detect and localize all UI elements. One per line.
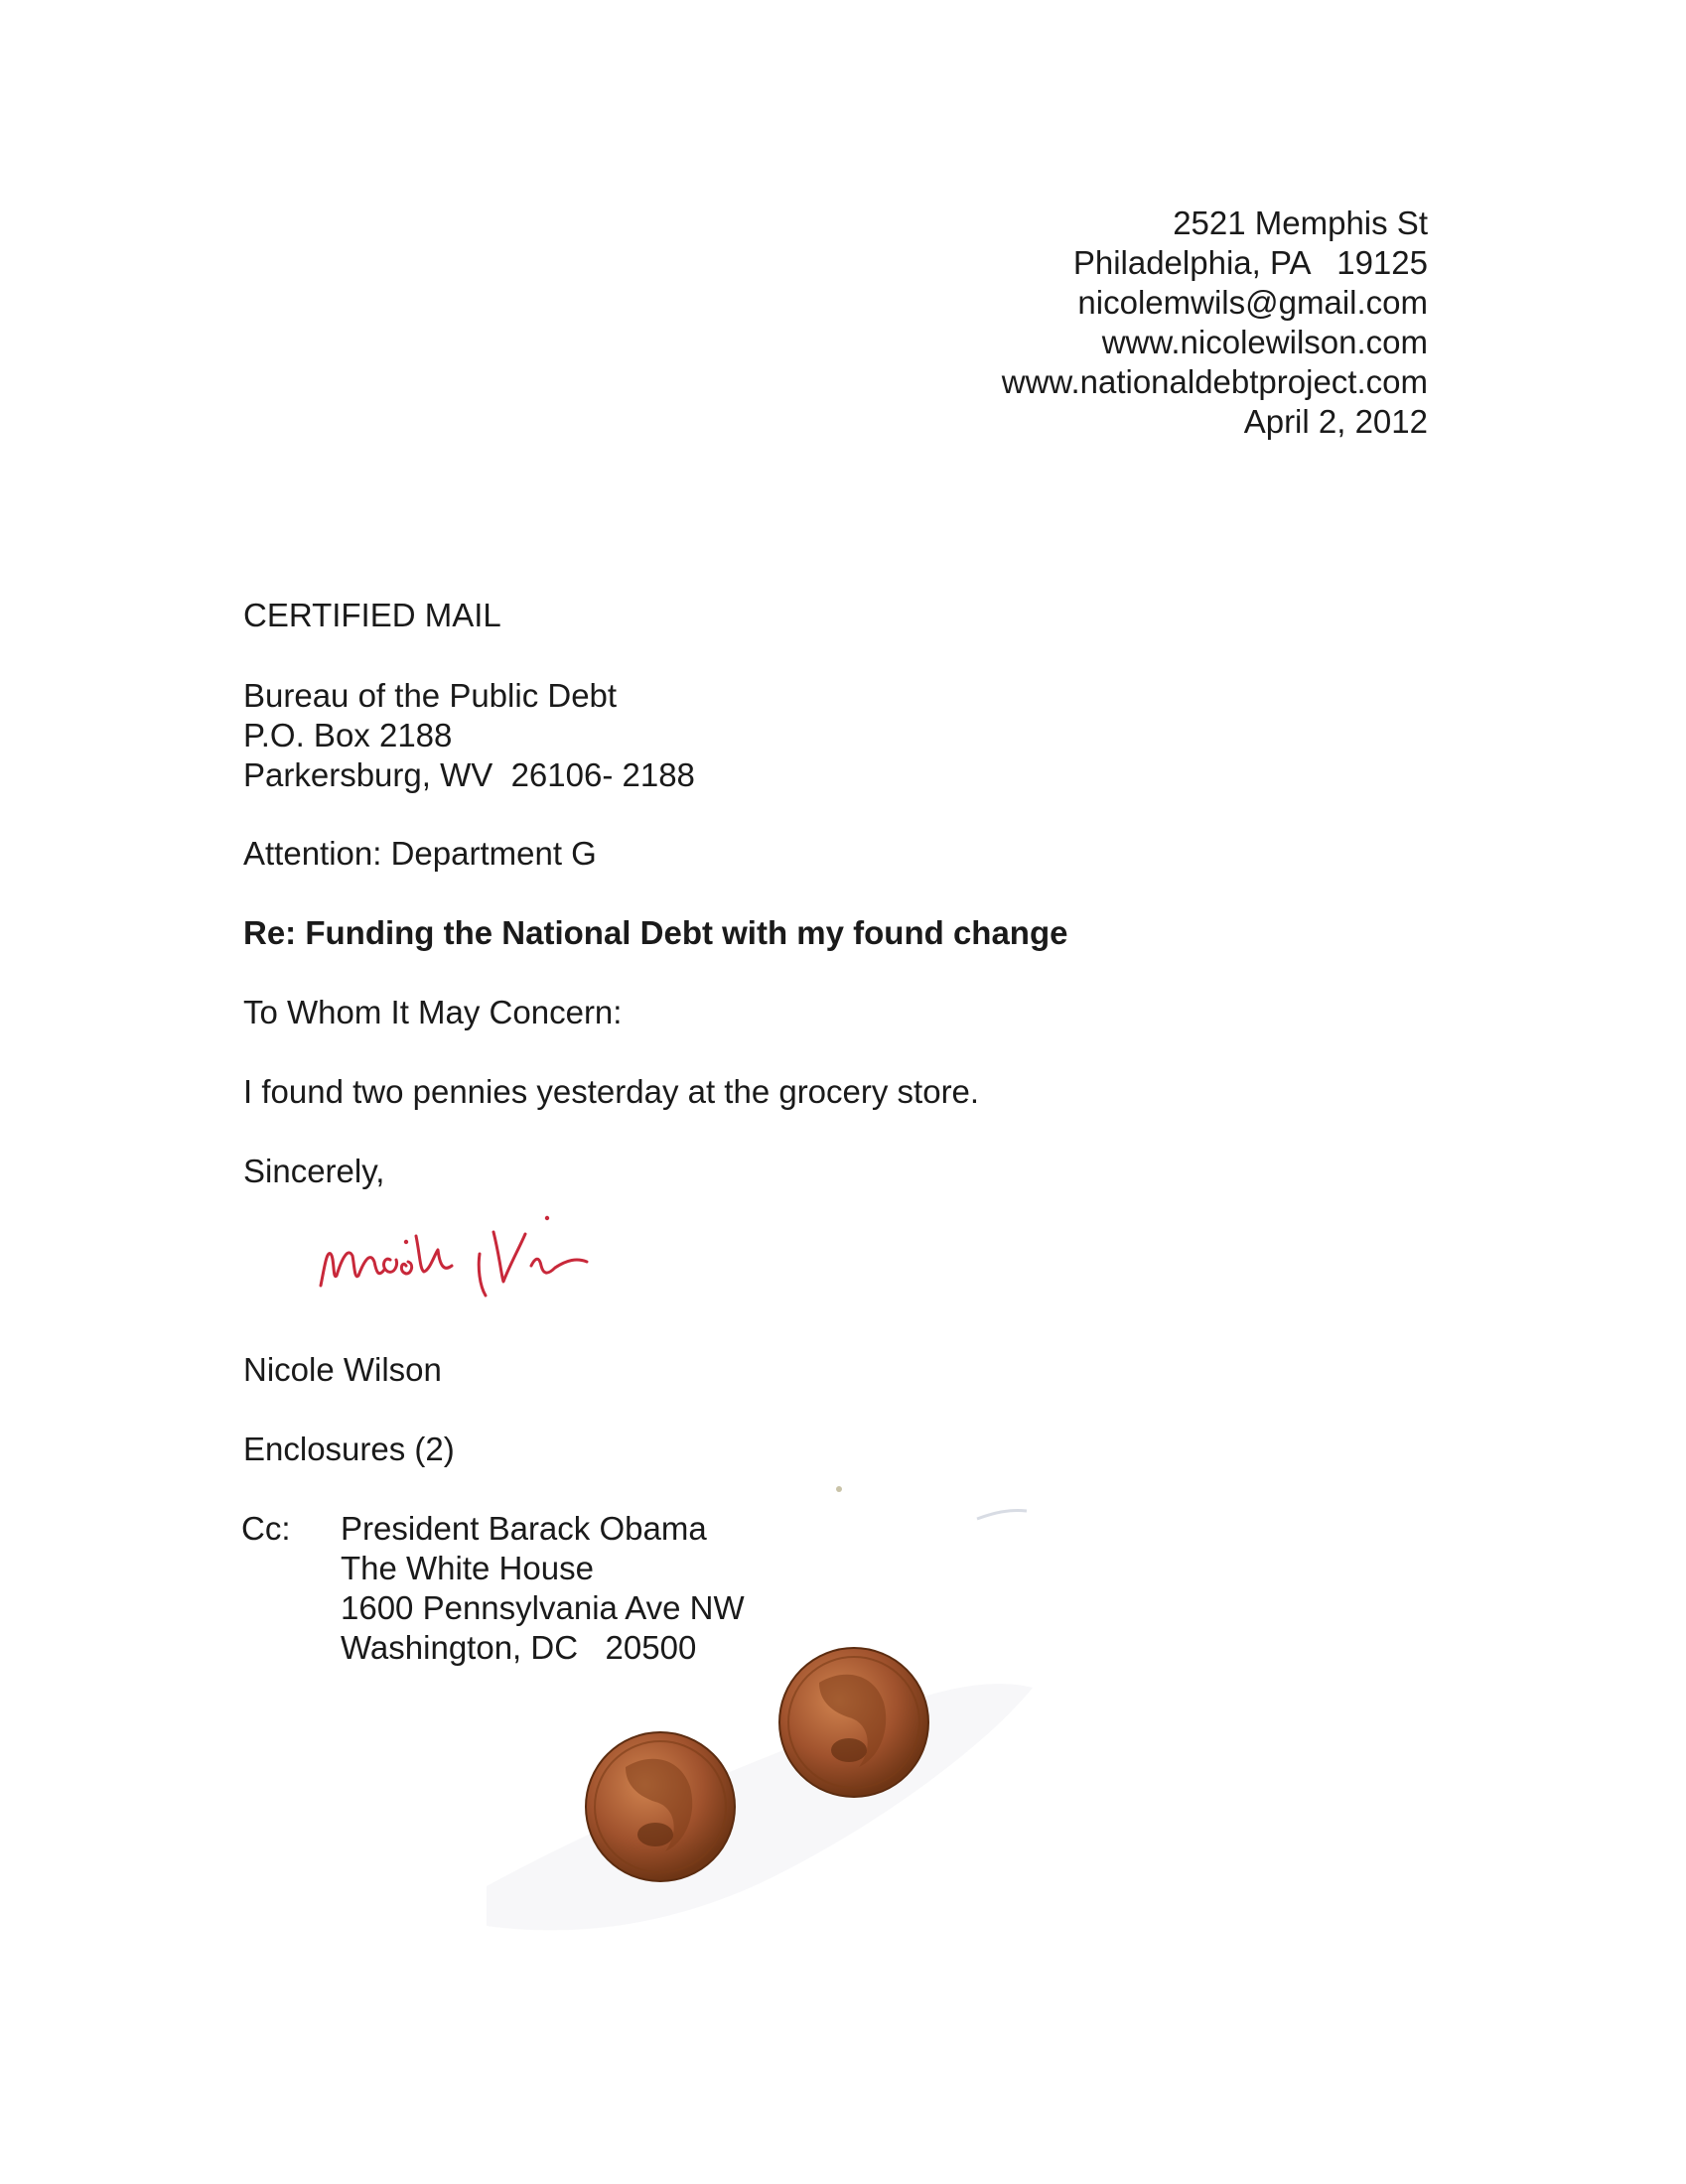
penny-left [586,1732,735,1881]
cc-line: President Barack Obama [341,1510,707,1547]
letter-date: April 2, 2012 [1243,403,1428,440]
letter-body: I found two pennies yesterday at the grocery store. [243,1073,980,1110]
recipient-po-box: P.O. Box 2188 [243,717,453,753]
cc-line: Washington, DC 20500 [341,1629,697,1666]
handwritten-signature [313,1196,710,1315]
subject-line: Re: Funding the National Debt with my found change [243,914,1068,951]
attention-line: Attention: Department G [243,835,597,872]
recipient-city-state-zip: Parkersburg, WV 26106- 2188 [243,756,695,793]
enclosures-note: Enclosures (2) [243,1431,455,1467]
sender-email: nicolemwils@gmail.com [1077,284,1428,321]
signer-name: Nicole Wilson [243,1351,442,1388]
sender-website-project: www.nationaldebtproject.com [1001,363,1428,400]
cc-label: Cc: [241,1510,291,1547]
sender-city-state-zip: Philadelphia, PA 19125 [1072,244,1428,281]
mail-type: CERTIFIED MAIL [243,597,501,633]
paper-speck [829,1479,849,1499]
enclosed-pennies [477,1628,1072,1946]
recipient-name: Bureau of the Public Debt [243,677,618,714]
cc-line: The White House [341,1550,594,1586]
cc-line: 1600 Pennsylvania Ave NW [341,1589,745,1626]
closing: Sincerely, [243,1153,385,1189]
recipient-address-block [243,676,695,795]
penny-right [779,1648,928,1797]
paper-speck [973,1499,1033,1539]
salutation: To Whom It May Concern: [243,994,623,1030]
sender-website-personal: www.nicolewilson.com [1101,324,1428,360]
sender-address-block [1002,204,1428,442]
sender-street: 2521 Memphis St [1173,205,1428,241]
